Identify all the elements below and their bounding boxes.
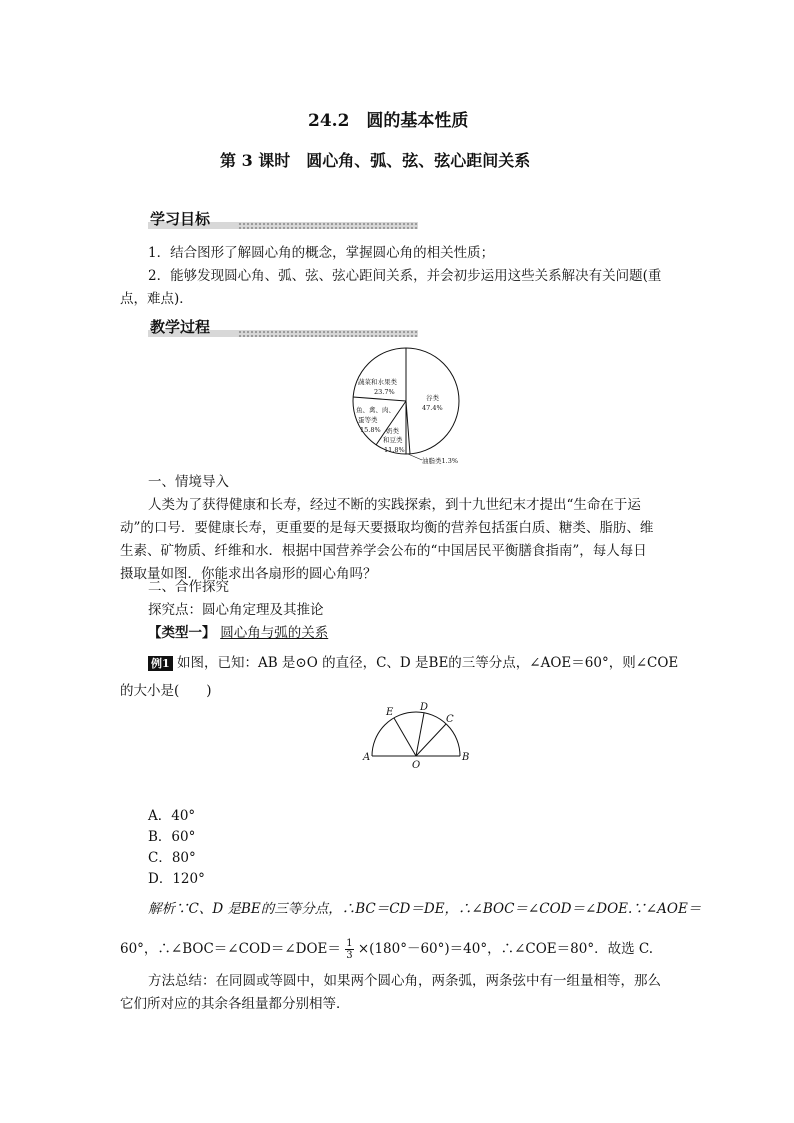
semicircle-figure xyxy=(360,700,470,776)
label-d: D xyxy=(420,702,429,713)
page-subtitle: 第 3 课时 圆心角、弧、弦、弦心距间关系 xyxy=(220,151,531,170)
pie-label-oil: 油脂类1.3% xyxy=(422,457,459,465)
radius-od xyxy=(416,713,424,756)
fraction-numerator: 1 xyxy=(346,938,353,949)
pie-label-milk-1: 奶类 xyxy=(386,427,399,435)
example-tag: 例1 xyxy=(148,656,173,671)
nutrition-pie-figure xyxy=(340,346,480,470)
label-c: C xyxy=(446,714,454,725)
example-line-2: 的大小是( ) xyxy=(120,683,212,699)
section-header-objectives xyxy=(148,208,418,230)
pie-label-milk-2: 和豆类 xyxy=(383,436,403,444)
header-dots xyxy=(238,222,418,229)
analysis-line-2-pre: 60°，∴∠BOC＝∠COD＝∠DOE＝ xyxy=(120,941,341,957)
objective-2-cont: 点，难点)． xyxy=(120,291,193,307)
intro-heading: 一、情境导入 xyxy=(148,474,229,490)
type-tag: 【类型一】 xyxy=(148,625,216,641)
coop-heading: 二、合作探究 xyxy=(148,579,229,595)
pie-label-milk-pct: 11.8% xyxy=(384,446,405,454)
pie-label-grain: 谷类 xyxy=(426,394,439,402)
fraction-denominator: 3 xyxy=(346,950,353,961)
analysis-line-2 xyxy=(120,938,653,961)
option-b: B．60° xyxy=(148,829,196,845)
explore-point: 探究点：圆心角定理及其推论 xyxy=(148,602,324,618)
option-a: A．40° xyxy=(148,808,196,824)
pie-oil-leader xyxy=(408,454,422,460)
type-title: 圆心角与弧的关系 xyxy=(220,625,329,641)
intro-line-4: 摄取量如图．你能求出各扇形的圆心角吗？ xyxy=(120,566,377,582)
objective-1: 1．结合图形了解圆心角的概念，掌握圆心角的相关性质； xyxy=(148,245,495,261)
section-title-process: 教学过程 xyxy=(150,318,211,336)
label-e: E xyxy=(386,707,394,718)
pie-label-grain-pct: 47.4% xyxy=(422,404,443,412)
page-title: 24.2 圆的基本性质 xyxy=(308,111,469,131)
header-dots xyxy=(238,330,418,337)
label-o: O xyxy=(412,760,421,771)
analysis-line-2-post: ×(180°－60°)＝40°，∴∠COE＝80°．故选 C. xyxy=(357,941,654,957)
label-a: A xyxy=(363,752,371,763)
option-d: D．120° xyxy=(148,871,205,887)
radius-oc xyxy=(416,724,446,756)
example-line-1 xyxy=(148,652,678,675)
intro-line-3: 生素、矿物质、纤维和水．根据中国营养学会公布的“中国居民平衡膳食指南”，每人每日 xyxy=(120,543,647,559)
radius-oe xyxy=(394,718,416,756)
fraction-one-third xyxy=(345,938,353,961)
pie-label-fish-pct: 15.8% xyxy=(360,426,381,434)
pie-label-fish-2: 蛋等类 xyxy=(358,416,378,424)
type-heading xyxy=(148,622,328,645)
intro-line-1: 人类为了获得健康和长寿，经过不断的实践探索，到十九世纪末才提出“生命在于运 xyxy=(148,497,641,513)
objective-2: 2．能够发现圆心角、弧、弦、弦心距间关系，并会初步运用这些关系解决有关问题(重 xyxy=(148,268,662,284)
label-b: B xyxy=(462,752,470,763)
intro-line-2: 动”的口号．要健康长寿，更重要的是每天要摄取均衡的营养包括蛋白质、糖类、脂肪、维 xyxy=(120,520,654,536)
summary-line-2: 它们所对应的其余各组量都分别相等． xyxy=(120,996,350,1012)
section-title-objectives: 学习目标 xyxy=(150,210,211,228)
pie-label-fish-1: 鱼、禽、肉、 xyxy=(356,406,395,414)
example-text: 如图，已知：AB 是⊙O 的直径，C、D 是BE的三等分点，∠AOE＝60°，则∠COE xyxy=(176,655,679,671)
pie-label-veg-pct: 23.7% xyxy=(374,388,395,396)
summary-line-1: 方法总结：在同圆或等圆中，如果两个圆心角，两条弧，两条弦中有一组量相等，那么 xyxy=(148,973,661,989)
section-header-process xyxy=(148,316,418,338)
pie-label-veg: 蔬菜和水果类 xyxy=(358,378,397,386)
option-c: C．80° xyxy=(148,850,196,866)
analysis-line-1: 解析∵C、D 是BE的三等分点，∴BC＝CD＝DE，∴∠BOC＝∠COD＝∠DOE.∵∠AOE＝ xyxy=(148,901,702,917)
